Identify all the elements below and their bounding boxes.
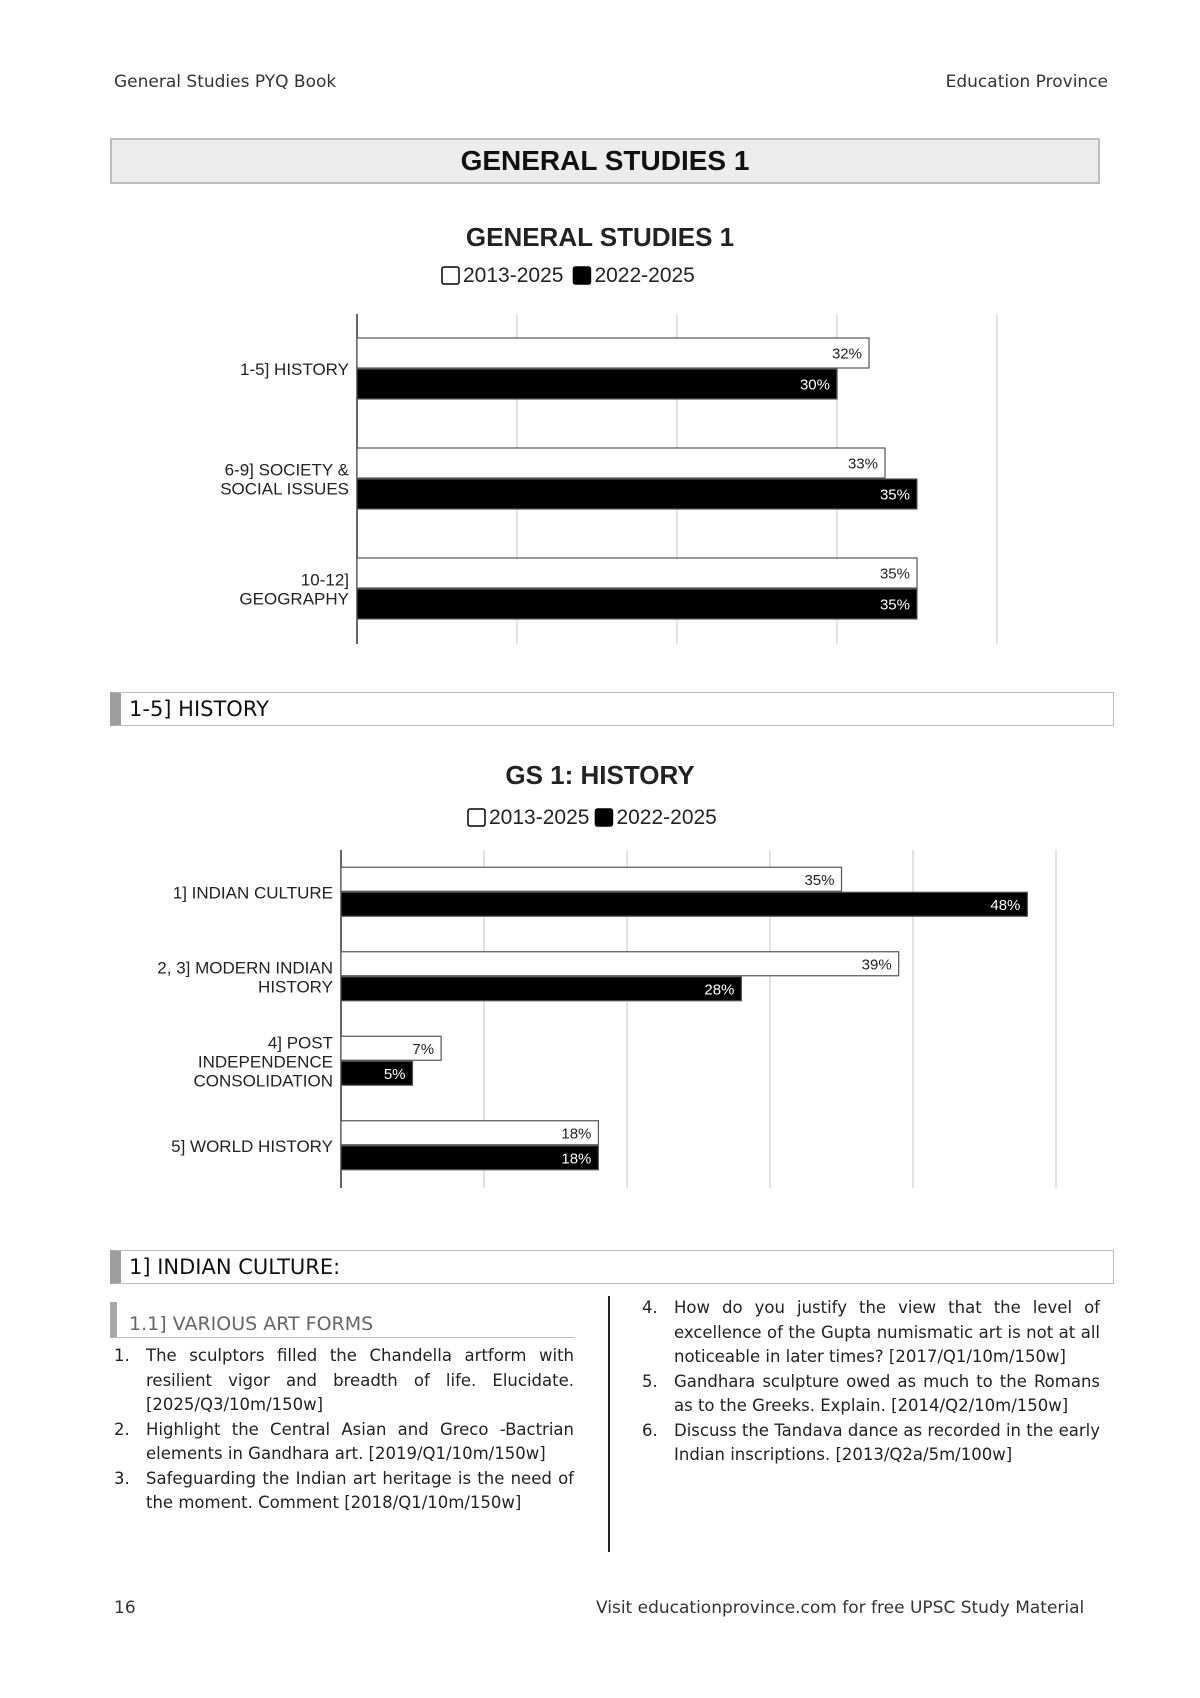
section-heading-indian-culture: 1] INDIAN CULTURE: (110, 1250, 1114, 1284)
category-label: 1-5] HISTORY (240, 360, 349, 379)
bar (341, 892, 1027, 916)
question-text: How do you justify the view that the level of excellence of the Gupta numismatic art is not at all noticeable in later times? [2017/Q1/10m/150w] (674, 1298, 1100, 1366)
legend-label: 2013-2025 (463, 264, 564, 287)
legend-label: 2022-2025 (616, 806, 717, 829)
data-label: 32% (831, 345, 862, 363)
question-item (638, 1370, 1100, 1419)
question-text: Safeguarding the Indian art heritage is the need of the moment. Comment [2018/Q1/10m/150w] (146, 1468, 574, 1512)
column-divider (608, 1296, 610, 1552)
question-number: 5. (642, 1371, 658, 1391)
running-header-left: General Studies PYQ Book (114, 72, 337, 92)
category-label: 1] INDIAN CULTURE (172, 883, 333, 903)
gs1-chart (0, 210, 1200, 650)
data-label: 39% (861, 956, 892, 974)
question-item (638, 1296, 1100, 1370)
question-text: The sculptors filled the Chandella artform with resilient vigor and breadth of life. Elucidate. [2025/Q3/10m/150w] (146, 1346, 574, 1414)
category-label: SOCIAL ISSUES (220, 479, 349, 499)
data-label: 18% (561, 1125, 592, 1143)
section-heading-history: 1-5] HISTORY (110, 692, 1114, 726)
bar (357, 558, 917, 588)
data-label: 35% (879, 596, 910, 614)
gs1-chart-svg (0, 210, 1200, 650)
data-label: 48% (990, 896, 1021, 914)
question-item (110, 1418, 574, 1467)
legend-swatch (573, 267, 590, 284)
bar (357, 589, 917, 619)
bar (341, 1146, 598, 1170)
data-label: 33% (847, 455, 878, 473)
category-label: 10-12] (300, 570, 349, 590)
category-label: 2, 3] MODERN INDIAN (157, 958, 333, 978)
data-label: 5% (383, 1065, 406, 1083)
gs1-history-chart-svg (0, 748, 1200, 1188)
data-label: 35% (804, 871, 835, 889)
legend-swatch (595, 809, 612, 826)
chart-title: GENERAL STUDIES 1 (465, 222, 735, 252)
data-label: 35% (879, 565, 910, 583)
data-label: 18% (561, 1150, 592, 1168)
bar (357, 479, 917, 509)
question-item (110, 1344, 574, 1418)
category-label: HISTORY (258, 977, 333, 997)
legend-swatch (468, 809, 485, 826)
bar (357, 338, 869, 368)
category-label: 4] POST (267, 1033, 333, 1053)
question-number: 6. (642, 1420, 658, 1440)
footer-text: Visit educationprovince.com for free UPSC Study Material (596, 1598, 1085, 1618)
data-label: 30% (799, 376, 830, 394)
question-number: 1. (114, 1346, 130, 1365)
legend-swatch (442, 267, 459, 284)
running-header-right: Education Province (945, 72, 1108, 92)
question-list-left (110, 1344, 574, 1516)
page-number: 16 (114, 1598, 136, 1618)
bar (341, 867, 842, 891)
data-label: 28% (704, 981, 735, 999)
category-label: CONSOLIDATION (193, 1071, 333, 1091)
bar (357, 369, 837, 399)
category-label: INDEPENDENCE (197, 1052, 333, 1072)
bar (357, 448, 885, 478)
chart-title: GS 1: HISTORY (505, 760, 695, 790)
question-text: Highlight the Central Asian and Greco -Bactrian elements in Gandhara art. [2019/Q1/10m/150w] (146, 1419, 574, 1463)
subsection-heading-art-forms: 1.1] VARIOUS ART FORMS (110, 1302, 575, 1338)
question-number: 2. (114, 1419, 130, 1439)
bar (341, 952, 899, 976)
question-text: Discuss the Tandava dance as recorded in the early Indian inscriptions. [2013/Q2a/5m/100w] (674, 1420, 1100, 1464)
bar (341, 1121, 598, 1145)
category-label: 6-9] SOCIETY & (224, 460, 349, 480)
question-list-right (638, 1296, 1100, 1468)
gs1-history-chart (0, 748, 1200, 1188)
question-number: 4. (642, 1298, 658, 1317)
page-banner-title: GENERAL STUDIES 1 (110, 138, 1100, 184)
question-number: 3. (114, 1468, 130, 1488)
data-label: 35% (879, 486, 910, 504)
category-label: GEOGRAPHY (239, 589, 349, 609)
bar (341, 977, 741, 1001)
legend-label: 2022-2025 (594, 264, 695, 287)
category-label: 5] WORLD HISTORY (171, 1136, 333, 1156)
question-item (638, 1419, 1100, 1468)
question-text: Gandhara sculpture owed as much to the Romans as to the Greeks. Explain. [2014/Q2/10m/150w] (674, 1371, 1100, 1415)
data-label: 7% (412, 1040, 435, 1058)
legend-label: 2013-2025 (489, 806, 590, 829)
question-item (110, 1467, 574, 1516)
